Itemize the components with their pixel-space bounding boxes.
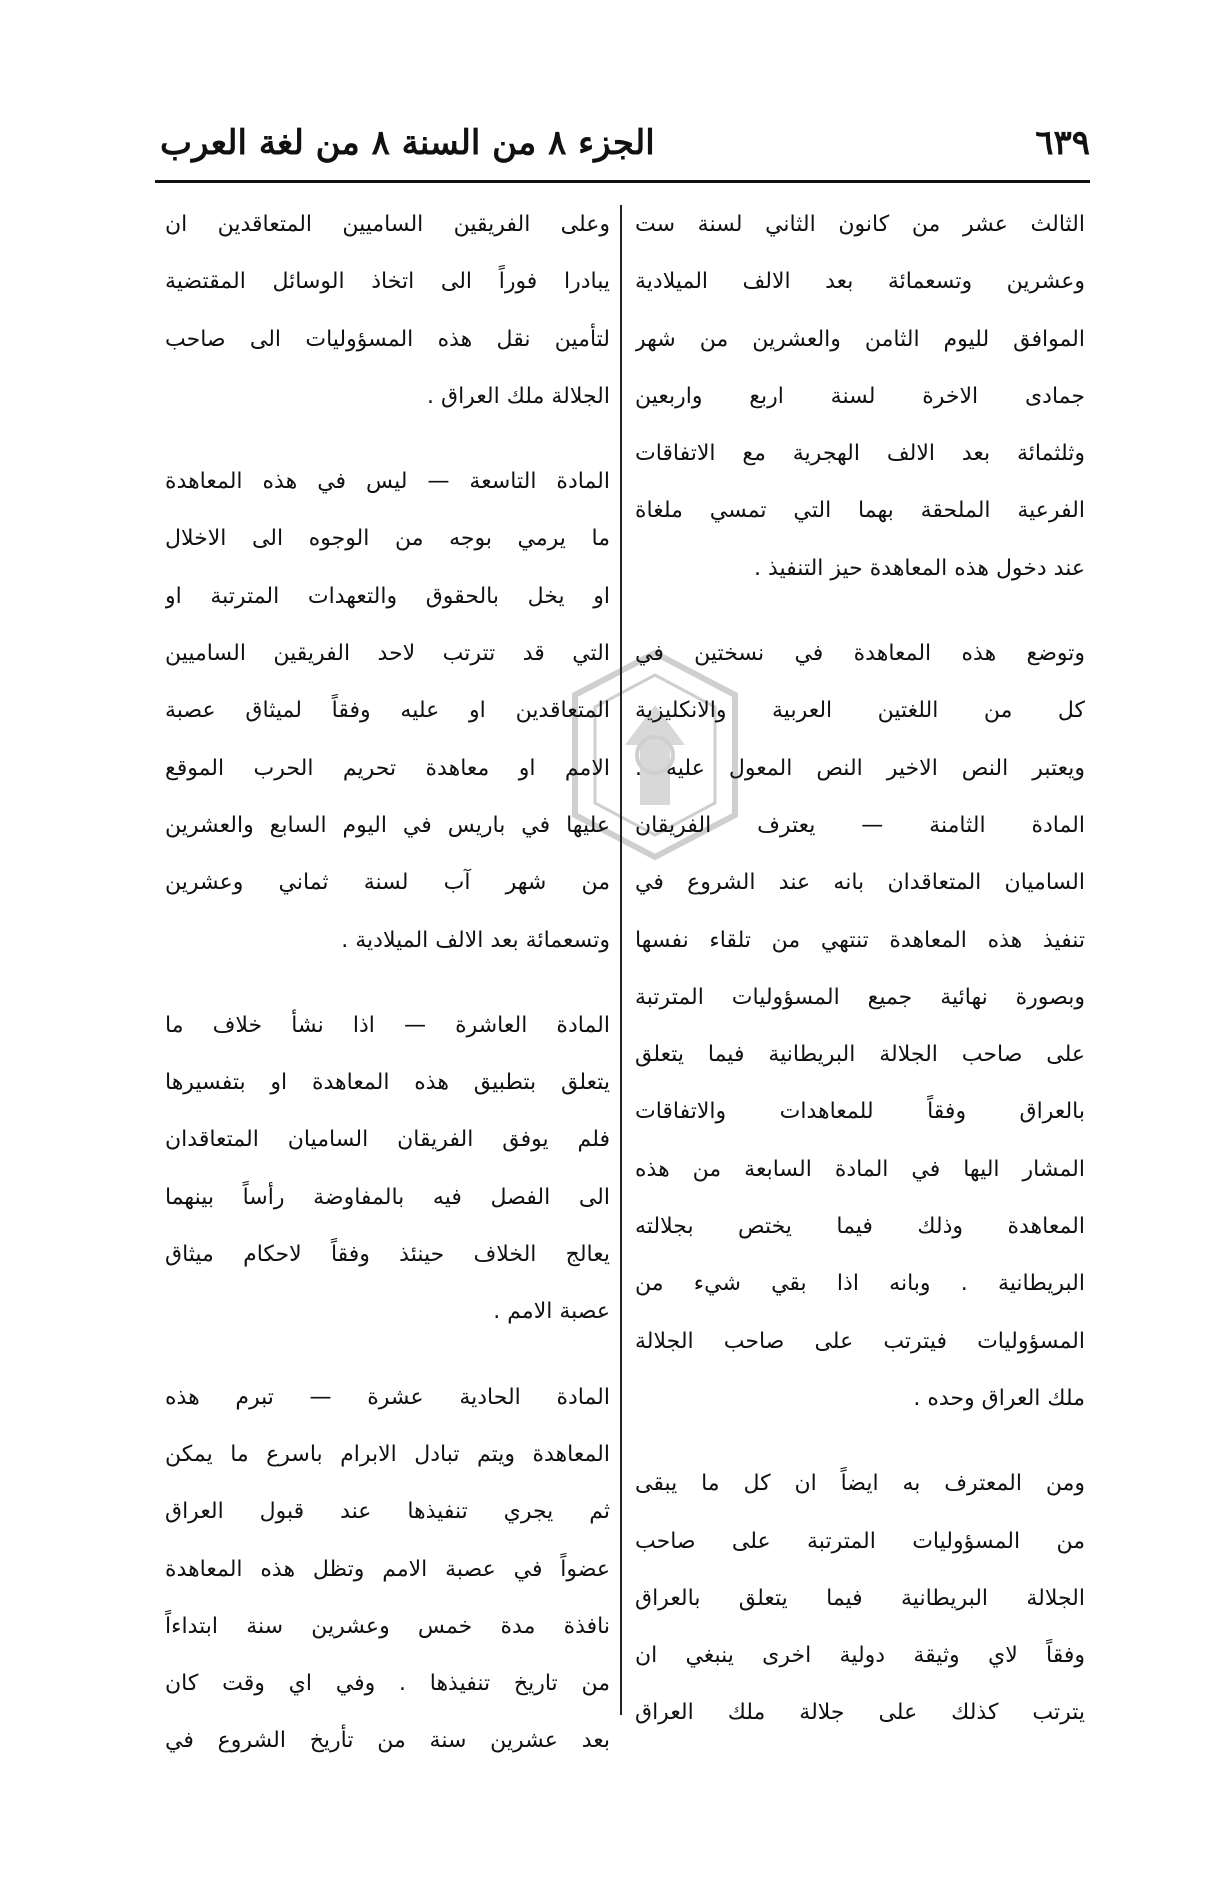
text-line: يعالج الخلاف حينئذ وفقاً لاحكام ميثاق xyxy=(165,1242,610,1268)
text-line: وعشرين وتسعمائة بعد الالف الميلادية xyxy=(635,269,1085,295)
text-line: من المسؤوليات المترتبة على صاحب xyxy=(635,1528,1085,1554)
text-line: بالعراق وفقاً للمعاهدات والاتفاقات xyxy=(635,1099,1085,1125)
text-line: وعلى الفريقين الساميين المتعاقدين ان xyxy=(165,212,610,237)
text-line: التي قد تترتب لاحد الفريقين الساميين xyxy=(165,641,610,667)
text-line: الفرعية الملحقة بهما التي تمسي ملغاة xyxy=(635,498,1085,524)
text-line: من تاريخ تنفيذها . وفي اي وقت كان xyxy=(165,1671,610,1697)
text-line: عضواً في عصبة الامم وتظل هذه المعاهدة xyxy=(165,1556,610,1582)
text-line: يبادرا فوراً الى اتخاذ الوسائل المقتضية xyxy=(165,269,610,295)
paragraph-gap xyxy=(165,969,610,997)
text-line: ملك العراق وحده . xyxy=(913,1385,1085,1411)
text-line: عند دخول هذه المعاهدة حيز التنفيذ . xyxy=(754,555,1085,581)
text-line: على صاحب الجلالة البريطانية فيما يتعلق xyxy=(635,1042,1085,1068)
paragraph-gap xyxy=(165,425,610,453)
text-line: المادة التاسعة — ليس في هذه المعاهدة xyxy=(165,469,610,495)
text-line: وتوضع هذه المعاهدة في نسختين في xyxy=(635,641,1085,667)
text-line: الجلالة البريطانية فيما يتعلق بالعراق xyxy=(635,1585,1085,1611)
text-line: المشار اليها في المادة السابعة من هذه xyxy=(635,1156,1085,1182)
text-line: الامم او معاهدة تحريم الحرب الموقع xyxy=(165,755,610,781)
text-line: وبصورة نهائية جميع المسؤوليات المترتبة xyxy=(635,984,1085,1010)
text-line: المادة الحادية عشرة — تبرم هذه xyxy=(165,1384,610,1410)
text-line: جمادى الاخرة لسنة اربع واربعين xyxy=(635,383,1085,409)
text-line: او يخل بالحقوق والتعهدات المترتبة او xyxy=(165,583,610,609)
paragraph-gap xyxy=(165,1341,610,1369)
page-header xyxy=(160,108,1090,178)
paragraph-gap xyxy=(635,1427,1085,1455)
text-line: المعاهدة ويتم تبادل الابرام باسرع ما يمكن xyxy=(165,1441,610,1467)
text-line: وتسعمائة بعد الالف الميلادية . xyxy=(341,927,610,953)
text-line: المادة العاشرة — اذا نشأ خلاف ما xyxy=(165,1012,610,1038)
left-column xyxy=(165,196,610,1770)
page-number: ٦٣٩ xyxy=(1035,123,1090,163)
header-rule xyxy=(155,180,1090,183)
text-line: المعاهدة وذلك فيما يختص بجلالته xyxy=(635,1214,1085,1240)
text-line: ويعتبر النص الاخير النص المعول عليه . xyxy=(635,755,1085,781)
text-line: عليها في باريس في اليوم السابع والعشرين xyxy=(165,812,610,838)
text-line: من شهر آب لسنة ثماني وعشرين xyxy=(165,870,610,896)
running-title: الجزء ٨ من السنة ٨ من لغة العرب xyxy=(160,123,655,163)
column-divider xyxy=(620,205,622,1715)
text-line: الساميان المتعاقدان بانه عند الشروع في xyxy=(635,870,1085,896)
text-line: الجلالة ملك العراق . xyxy=(427,383,610,409)
right-column xyxy=(635,196,1085,1742)
text-line: ثم يجري تنفيذها عند قبول العراق xyxy=(165,1499,610,1525)
text-line: ومن المعترف به ايضاً ان كل ما يبقى xyxy=(635,1471,1085,1497)
text-line: يتعلق بتطبيق هذه المعاهدة او بتفسيرها xyxy=(165,1070,610,1096)
text-line: نافذة مدة خمس وعشرين سنة ابتداءاً xyxy=(165,1613,610,1639)
text-line: كل من اللغتين العربية والانكليزية xyxy=(635,698,1085,724)
text-line: وفقاً لاي وثيقة دولية اخرى ينبغي ان xyxy=(635,1643,1085,1669)
text-line: المسؤوليات فيترتب على صاحب الجلالة xyxy=(635,1328,1085,1354)
text-line: فلم يوفق الفريقان الساميان المتعاقدان xyxy=(165,1127,610,1153)
text-line: البريطانية . وبانه اذا بقي شيء من xyxy=(635,1271,1085,1297)
text-line: وثلثمائة بعد الالف الهجرية مع الاتفاقات xyxy=(635,441,1085,467)
text-line: الى الفصل فيه بالمفاوضة رأساً بينهما xyxy=(165,1184,610,1210)
text-line: الثالث عشر من كانون الثاني لسنة ست xyxy=(635,212,1085,237)
text-line: يترتب كذلك على جلالة ملك العراق xyxy=(635,1700,1085,1726)
text-line: بعد عشرين سنة من تأريخ الشروع في xyxy=(165,1728,610,1754)
text-line: تنفيذ هذه المعاهدة تنتهي من تلقاء نفسها xyxy=(635,927,1085,953)
text-line: المتعاقدين او عليه وفقاً لميثاق عصبة xyxy=(165,698,610,724)
text-line: ما يرمي بوجه من الوجوه الى الاخلال xyxy=(165,526,610,552)
text-line: المادة الثامنة — يعترف الفريقان xyxy=(635,812,1085,838)
text-line: لتأمين نقل هذه المسؤوليات الى صاحب xyxy=(165,326,610,352)
text-line: عصبة الامم . xyxy=(493,1299,610,1325)
text-line: الموافق لليوم الثامن والعشرين من شهر xyxy=(635,326,1085,352)
paragraph-gap xyxy=(635,597,1085,625)
